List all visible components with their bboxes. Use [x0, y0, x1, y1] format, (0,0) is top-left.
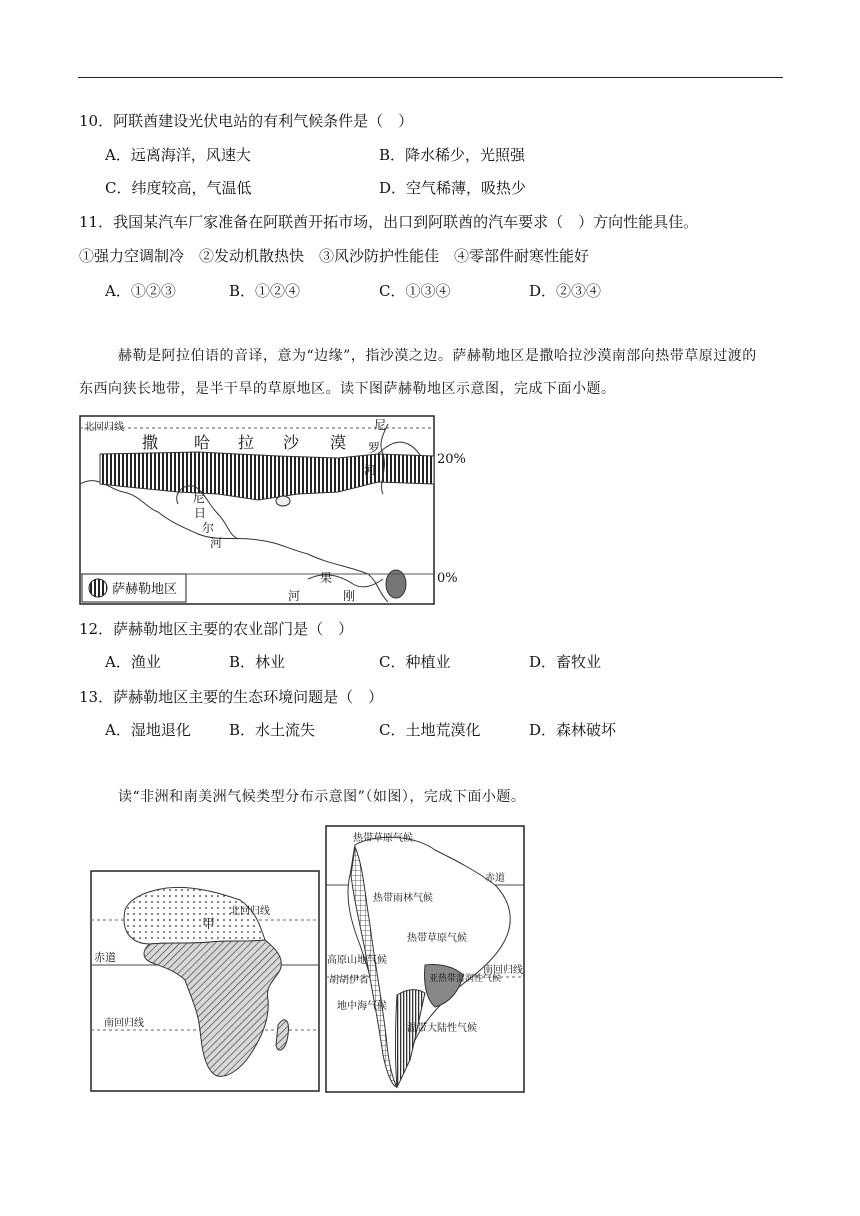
q10-option-d[interactable]: D．空气稀薄，吸热少 — [379, 179, 527, 197]
congo-char-2: 河 — [288, 589, 301, 603]
q13-option-b[interactable]: B．水土流失 — [229, 721, 316, 739]
q11-stem: 11．我国某汽车厂家准备在阿联酋开拓市场，出口到阿联酋的汽车要求（ ）方向性能具佳。 — [79, 213, 699, 231]
south-america-map — [325, 825, 527, 1095]
sa-temperate-label: 温带大陆性气候 — [407, 1023, 477, 1034]
africa-zone-a-label: 甲 — [202, 917, 216, 932]
q10-option-b[interactable]: B．降水稀少，光照强 — [379, 146, 526, 164]
africa-south-tropic-label: 南回归线 — [104, 1018, 144, 1029]
nile-char-3: 河 — [364, 463, 377, 477]
tropic-label: 北回归线 — [84, 422, 124, 433]
q13-option-d[interactable]: D．森林破坏 — [529, 721, 617, 739]
q12-option-b[interactable]: B．林业 — [229, 653, 286, 671]
nile-char-2: 罗 — [368, 441, 381, 455]
passage1-line2: 东西向狭长地带，是半干旱的草原地区。读下图萨赫勒地区示意图，完成下面小题。 — [79, 381, 616, 397]
africa-equator-label: 赤道 — [94, 951, 116, 964]
q10-option-c[interactable]: C．纬度较高，气温低 — [105, 179, 252, 197]
desert-char-5: 漠 — [330, 433, 347, 452]
q13-option-a[interactable]: A．湿地退化 — [105, 721, 191, 739]
q11-option-c[interactable]: C．①③④ — [379, 282, 451, 300]
niger-char-3: 尔 — [202, 521, 215, 535]
nile-char-1: 尼 — [374, 418, 387, 432]
legend-label: 萨赫勒地区 — [112, 582, 178, 597]
sahel-map — [78, 414, 478, 608]
q10-option-a[interactable]: A．远离海洋，风速大 — [105, 146, 251, 164]
q12-stem: 12．萨赫勒地区主要的农业部门是（ ） — [79, 620, 354, 638]
niger-char-4: 河 — [210, 536, 223, 550]
q11-option-d[interactable]: D．②③④ — [529, 282, 602, 300]
desert-char-2: 哈 — [194, 433, 211, 452]
sa-rainforest-label: 热带雨林气候 — [373, 893, 433, 904]
lat-0-label: 0% — [437, 571, 458, 586]
legend-swatch — [89, 579, 107, 597]
sa-hubo-label: 胡胡伊省 — [329, 975, 369, 986]
desert-char-1: 撒 — [142, 433, 159, 452]
sa-equator-label: 赤道 — [485, 873, 505, 884]
africa-north-tropic-label: 北回归线 — [230, 906, 270, 917]
sa-mediterranean-label: 地中海气候 — [337, 1001, 387, 1012]
header-rule — [78, 77, 783, 78]
sa-subtropical-label: 亚热带湿润性气候 — [429, 974, 502, 984]
q12-option-d[interactable]: D．畜牧业 — [529, 653, 602, 671]
congo-char-3: 刚 — [343, 589, 356, 603]
q13-option-c[interactable]: C．土地荒漠化 — [379, 721, 481, 739]
q12-option-a[interactable]: A．渔业 — [105, 653, 161, 671]
desert-char-3: 拉 — [238, 433, 255, 452]
sa-savanna-label: 热带草原气候 — [407, 933, 467, 944]
sa-highland-label: 高原山地气候 — [327, 955, 387, 966]
passage1-line1: 赫勒是阿拉伯语的音译，意为“边缘”，指沙漠之边。萨赫勒地区是撒哈拉沙漠南部向热带草原过渡的 — [118, 348, 757, 364]
africa-map — [90, 870, 320, 1092]
desert-char-4: 沙 — [283, 433, 300, 452]
sa-tropic-label: 南回归线 — [483, 965, 523, 976]
q12-option-c[interactable]: C．种植业 — [379, 653, 451, 671]
niger-char-2: 日 — [194, 506, 207, 520]
q11-items: ①强力空调制冷 ②发动机散热快 ③风沙防护性能佳 ④零部件耐寒性能好 — [79, 247, 590, 265]
lat-20-label: 20% — [437, 452, 466, 467]
q11-option-b[interactable]: B．①②④ — [229, 282, 301, 300]
congo-char-1: 果 — [320, 571, 333, 585]
lake-chad — [276, 496, 290, 506]
q10-stem: 10．阿联酋建设光伏电站的有利气候条件是（ ） — [79, 112, 414, 130]
q13-stem: 13．萨赫勒地区主要的生态环境问题是（ ） — [79, 688, 384, 706]
q11-option-a[interactable]: A．①②③ — [105, 282, 176, 300]
niger-char-1: 尼 — [193, 491, 206, 505]
sa-top-label: 热带草原气候 — [353, 833, 413, 844]
passage2-line: 读“非洲和南美洲气候类型分布示意图”（如图），完成下面小题。 — [118, 789, 526, 805]
